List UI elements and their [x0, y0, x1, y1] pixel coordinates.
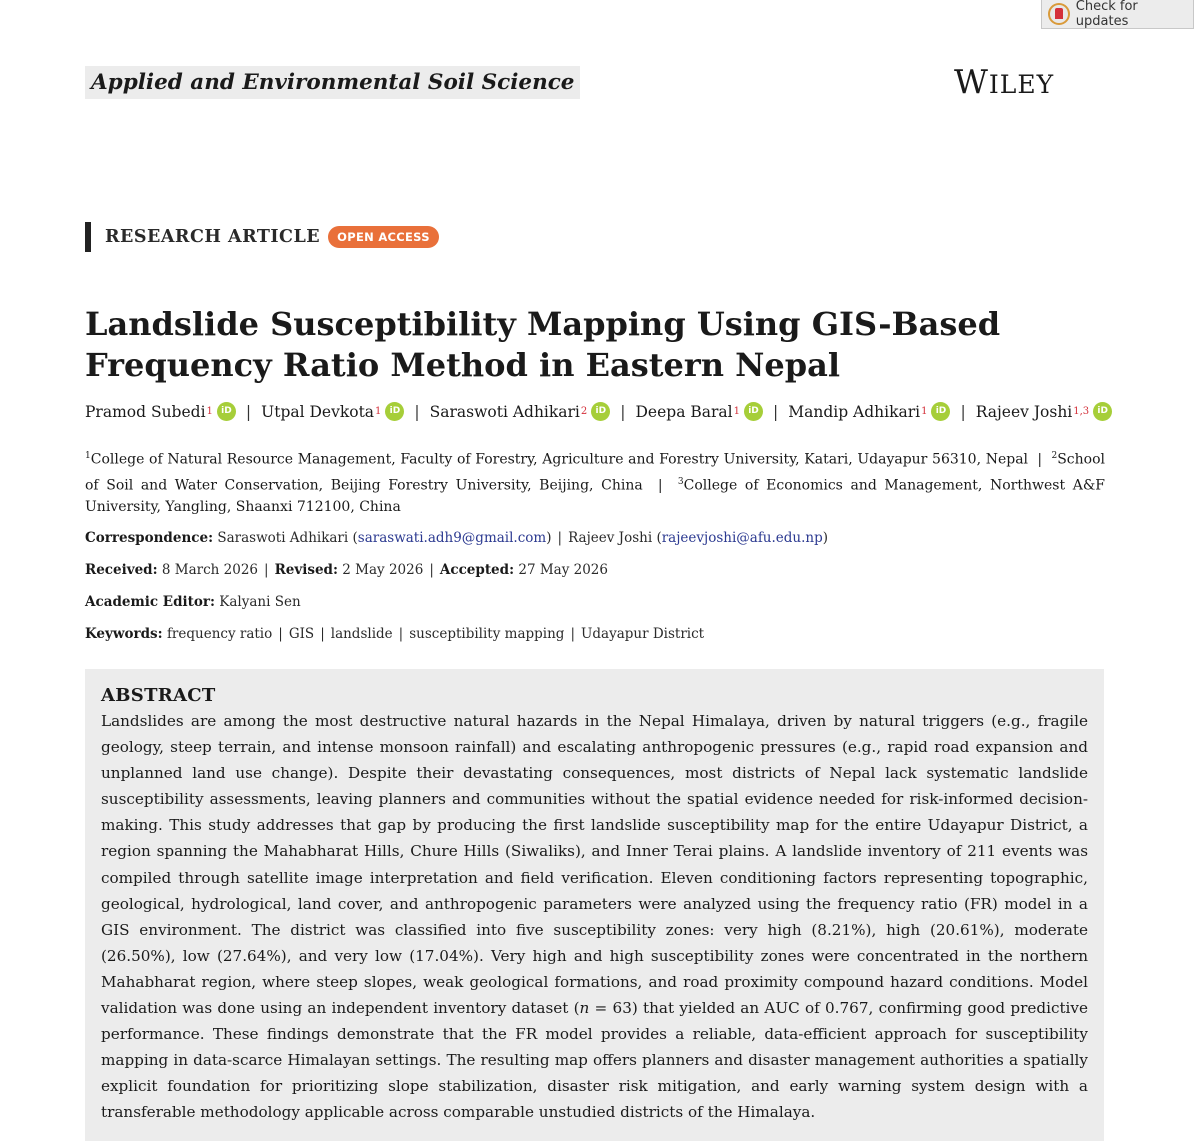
abstract-heading: ABSTRACT — [101, 685, 216, 706]
author-list: Pramod Subedi 1 iD | Utpal Devkota 1 iD | Saraswoti Adhikari 2 iD | Deepa Baral 1 iD | Mandip Adhikari 1 iD | Rajeev Joshi 1,3 iD — [85, 402, 1112, 421]
check-for-updates-label: Check for updates — [1075, 0, 1138, 29]
author[interactable]: Saraswoti Adhikari 2 iD — [430, 402, 611, 421]
author[interactable]: Rajeev Joshi 1,3 iD — [976, 402, 1112, 421]
author[interactable]: Pramod Subedi 1 iD — [85, 402, 236, 421]
academic-editor: Academic Editor: Kalyani Sen — [85, 594, 301, 610]
article-type-row — [85, 222, 439, 252]
correspondence: Correspondence: Saraswoti Adhikari (saraswati.adh9@gmail.com) | Rajeev Joshi (rajeevjoshi@afu.edu.np) — [85, 530, 829, 546]
author[interactable]: Mandip Adhikari 1 iD — [788, 402, 950, 421]
open-access-badge: OPEN ACCESS — [328, 226, 439, 248]
orcid-icon[interactable]: iD — [217, 402, 236, 421]
orcid-icon[interactable]: iD — [1093, 402, 1112, 421]
check-for-updates-button[interactable] — [1041, 0, 1194, 29]
abstract-box — [85, 669, 1104, 1141]
author[interactable]: Utpal Devkota 1 iD — [261, 402, 404, 421]
orcid-icon[interactable]: iD — [591, 402, 610, 421]
orcid-icon[interactable]: iD — [385, 402, 404, 421]
article-type: RESEARCH ARTICLE — [105, 227, 321, 247]
publisher-logo: WILEY — [954, 62, 1055, 101]
abstract-text: Landslides are among the most destructive natural hazards in the Nepal Himalaya, driven by natural triggers (e.g., fragile geology, steep terrain, and intense monsoon rainfall) and escalating anthropogenic pressures (e.g., rapid road expansion and unplanned land use change). Despite their devastating consequences, most districts of Nepal lack systematic landslide susceptibility assessments, leaving planners and communities without the spatial evidence needed for risk-informed decision-making. This study addresses that gap by producing the first landslide susceptibility map for the entire Udayapur District, a region spanning the Mahabharat Hills, Chure Hills (Siwaliks), and Inner Terai plains. A landslide inventory of 211 events was compiled through satellite image interpretation and field verification. Eleven conditioning factors representing topographic, geological, hydrological, land cover, and anthropogenic parameters were analyzed using the frequency ratio (FR) model in a GIS environment. The district was classified into five susceptibility zones: very high (8.21%), high (20.61%), moderate (26.50%), low (27.64%), and very low (17.04%). Very high and high susceptibility zones were concentrated in the northern Mahabharat region, where steep slopes, weak geological formations, and road proximity compound hazard conditions. Model validation was done using an independent inventory dataset (n = 63) that yielded an AUC of 0.767, confirming good predictive performance. These findings demonstrate that the FR model provides a reliable, data-efficient approach for susceptibility mapping in data-scarce Himalayan settings. The resulting map offers planners and disaster management authorities a spatially explicit foundation for prioritizing slope stabilization, disaster risk mitigation, and early warning system design with a transferable methodology applicable across comparable unstudied districts of the Himalaya. — [101, 712, 1088, 1122]
article-type-bar — [85, 222, 91, 252]
affiliations: $^1$College of Natural Resource Management, Faculty of Forestry, Agriculture and Forestry University, Katari, Udayapur 56310, Nepal | $^2$School of Soil and Water Conservation, Beijing Forestry University, Beijing, China | $^3$College of Economics and Management, Northwest A&F University, Yangling, Shaanxi 712100, China — [85, 451, 1105, 516]
orcid-icon[interactable]: iD — [931, 402, 950, 421]
email-link[interactable]: rajeevjoshi@afu.edu.np — [661, 530, 823, 546]
article-title: Landslide Susceptibility Mapping Using GIS-Based Frequency Ratio Method in Eastern Nepal — [85, 305, 1001, 384]
email-link[interactable]: saraswati.adh9@gmail.com — [357, 530, 547, 546]
author[interactable]: Deepa Baral 1 iD — [636, 402, 763, 421]
crossmark-icon — [1048, 3, 1070, 25]
orcid-icon[interactable]: iD — [744, 402, 763, 421]
dates: Received: 8 March 2026 | Revised: 2 May 2026 | Accepted: 27 May 2026 — [85, 562, 608, 578]
journal-name: Applied and Environmental Soil Science — [85, 66, 580, 99]
keywords: Keywords: frequency ratio | GIS | landslide | susceptibility mapping | Udayapur District — [85, 626, 705, 642]
